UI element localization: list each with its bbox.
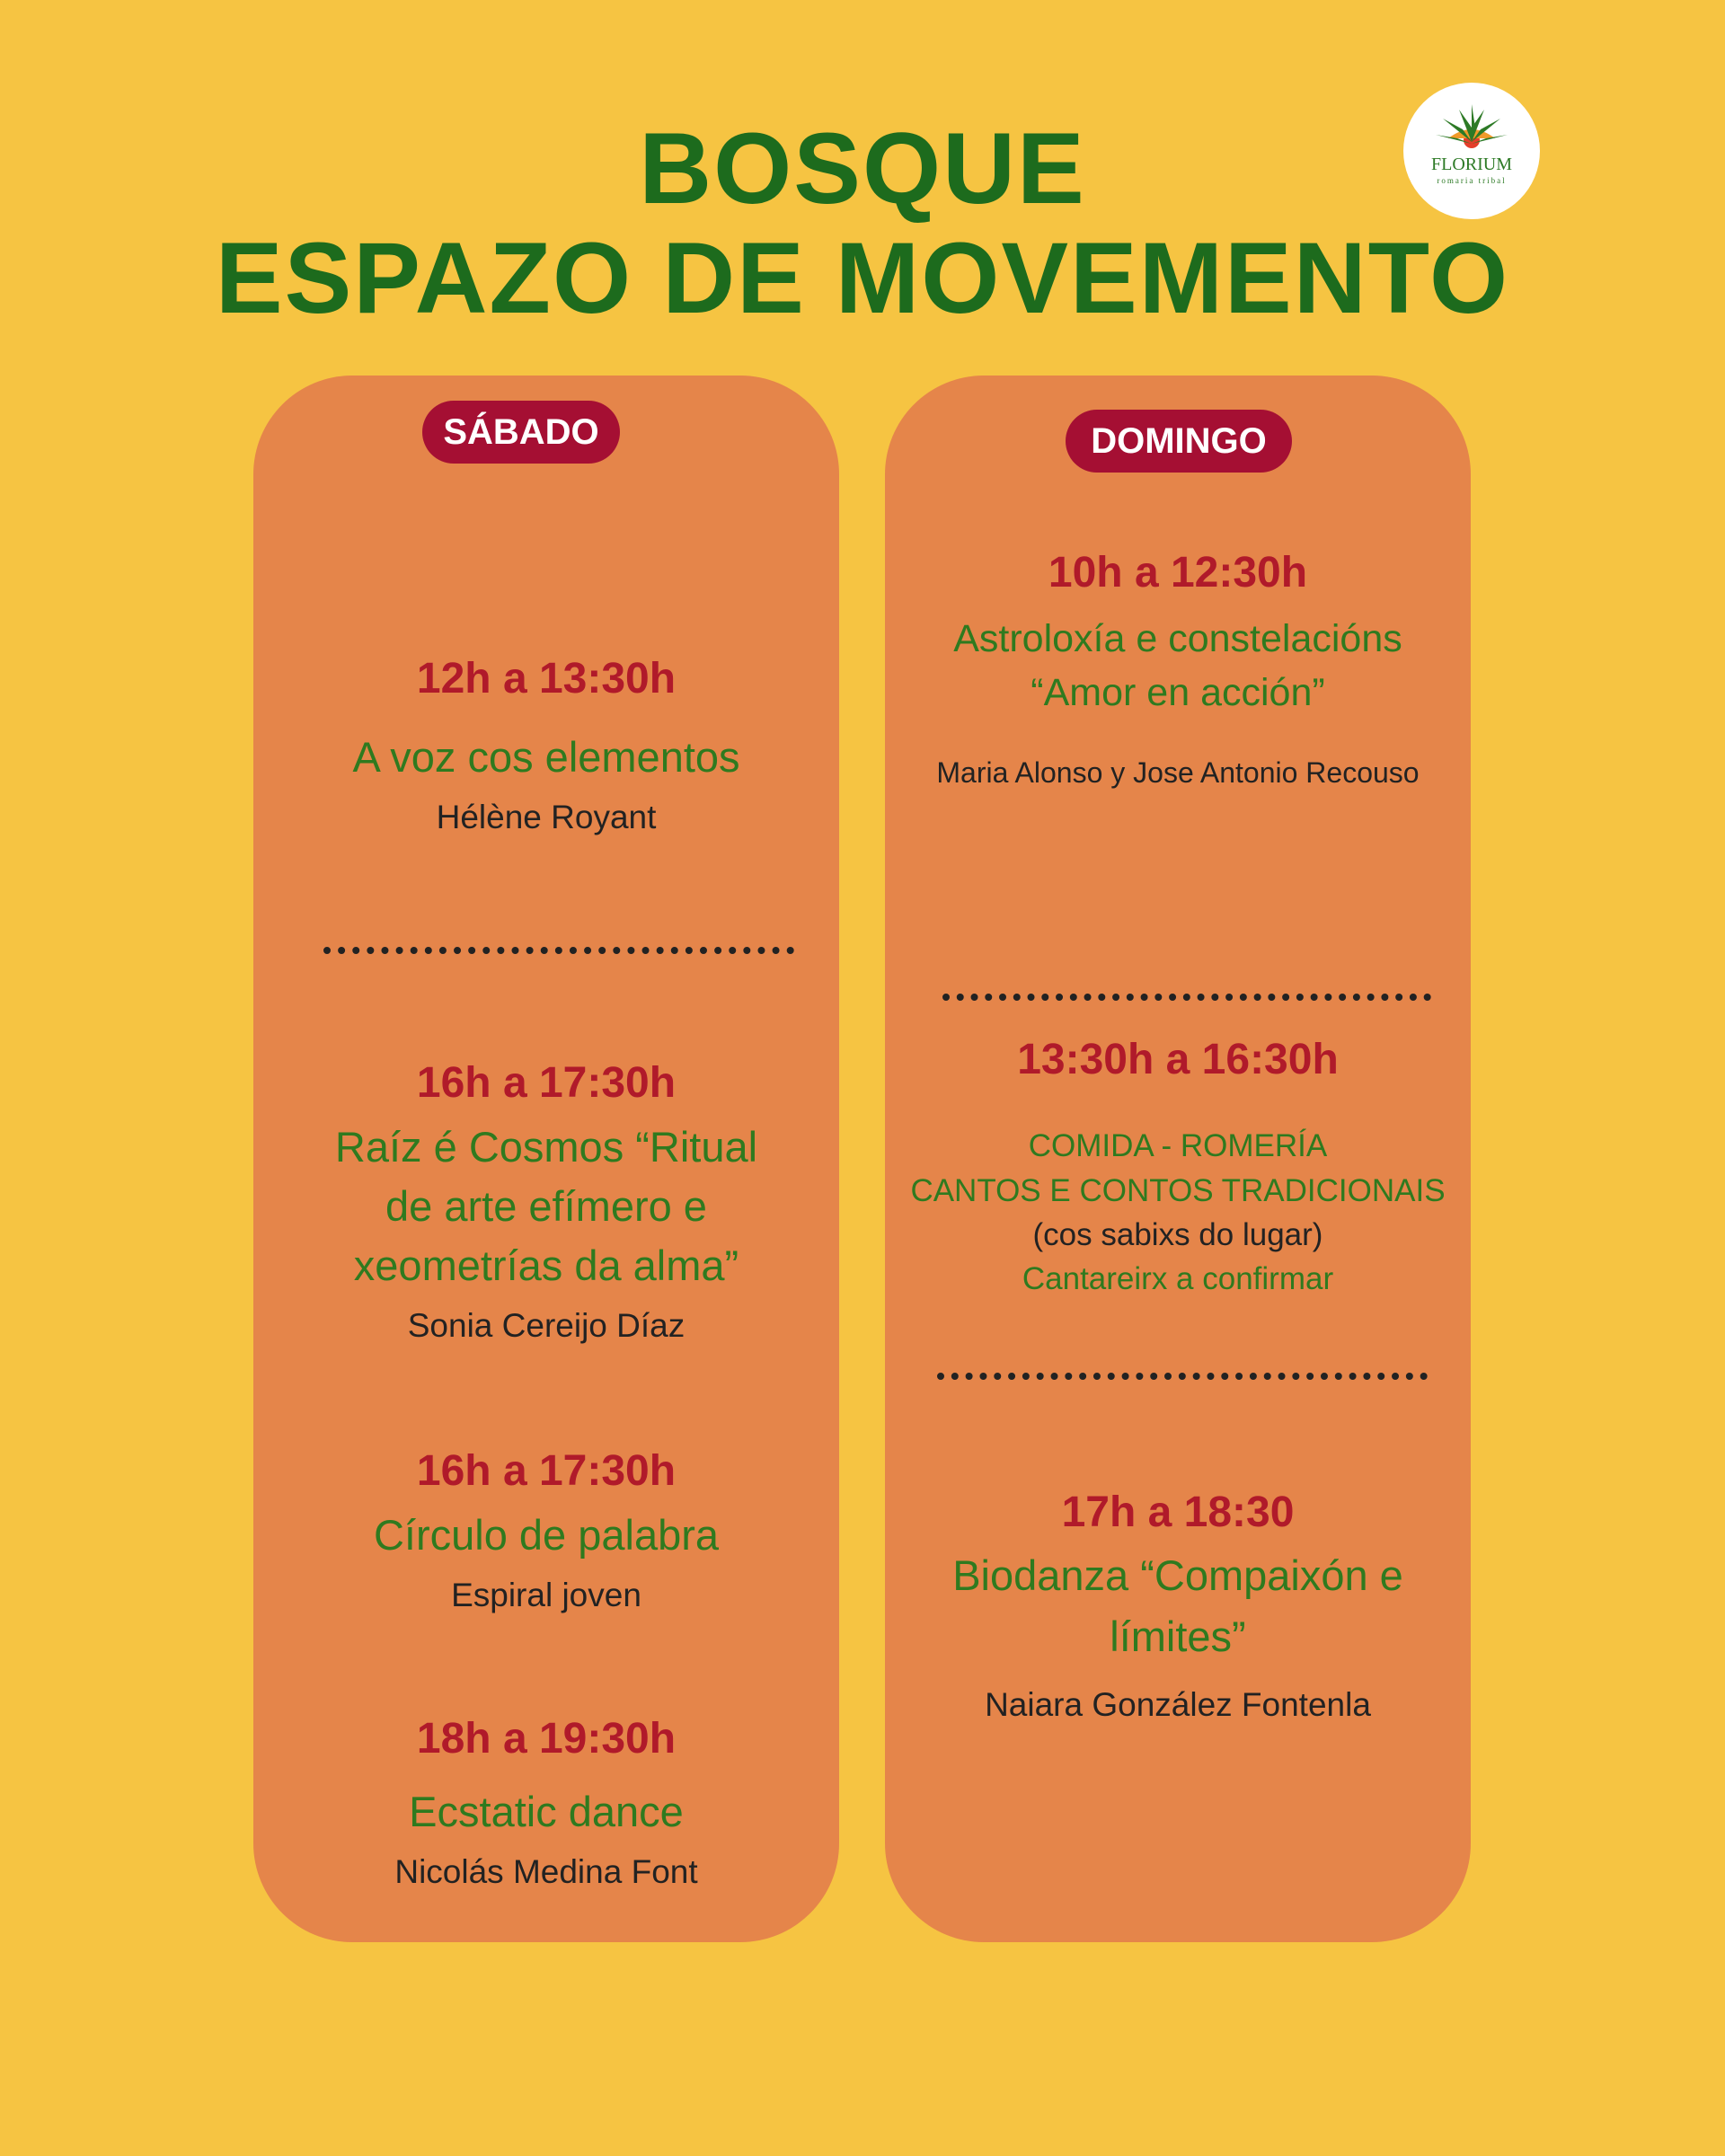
event-title: “Amor en acción” — [1031, 671, 1325, 714]
saturday-badge: SÁBADO — [422, 401, 620, 464]
page-title-line2: ESPAZO DE MOVEMENTO — [215, 222, 1510, 334]
event-time: 12h a 13:30h — [416, 655, 677, 702]
event-title: Astroloxía e constelacións — [953, 617, 1402, 660]
sunday-badge: DOMINGO — [1066, 410, 1292, 473]
event-line: COMIDA - ROMERÍA — [1028, 1128, 1328, 1163]
dotted-divider — [937, 1373, 1428, 1380]
event-title: límites” — [1110, 1613, 1246, 1660]
event-time: 16h a 17:30h — [416, 1059, 677, 1107]
florium-logo-icon — [1403, 83, 1540, 219]
sunday-panel — [885, 376, 1471, 1942]
event-line: CANTOS E CONTOS TRADICIONAIS — [910, 1173, 1446, 1208]
event-title: Raíz é Cosmos “Ritual — [334, 1123, 758, 1171]
logo-text: FLORIUM — [1430, 155, 1513, 174]
event-time: 17h a 18:30 — [1061, 1489, 1295, 1536]
event-time: 13:30h a 16:30h — [1017, 1036, 1339, 1083]
event-person: Sonia Cereijo Díaz — [407, 1307, 686, 1344]
event-person: Espiral joven — [451, 1577, 641, 1613]
event-time: 18h a 19:30h — [416, 1715, 677, 1763]
dotted-divider — [323, 947, 794, 954]
event-title: de arte efímero e — [385, 1182, 707, 1230]
event-person: Naiara González Fontenla — [985, 1686, 1371, 1723]
dotted-divider — [942, 994, 1431, 1001]
saturday-panel — [253, 376, 839, 1942]
event-time: 10h a 12:30h — [1048, 549, 1308, 596]
event-person: Maria Alonso y Jose Antonio Recouso — [936, 756, 1420, 789]
florium-logo — [1403, 83, 1540, 219]
event-title: xeometrías da alma” — [353, 1241, 739, 1289]
event-line: Cantareirx a confirmar — [1022, 1261, 1334, 1296]
event-person: Hélène Royant — [436, 799, 657, 835]
logo-subtext: romaria tribal — [1437, 176, 1507, 185]
event-person: Nicolás Medina Font — [394, 1853, 698, 1890]
event-title: Círculo de palabra — [373, 1511, 720, 1559]
event-title: Ecstatic dance — [409, 1788, 684, 1835]
event-title: Biodanza “Compaixón e — [952, 1551, 1403, 1599]
page-title-line1: BOSQUE — [639, 112, 1086, 225]
event-time: 16h a 17:30h — [416, 1447, 677, 1495]
event-line: (cos sabixs do lugar) — [1032, 1217, 1323, 1252]
event-title: A voz cos elementos — [352, 733, 740, 781]
